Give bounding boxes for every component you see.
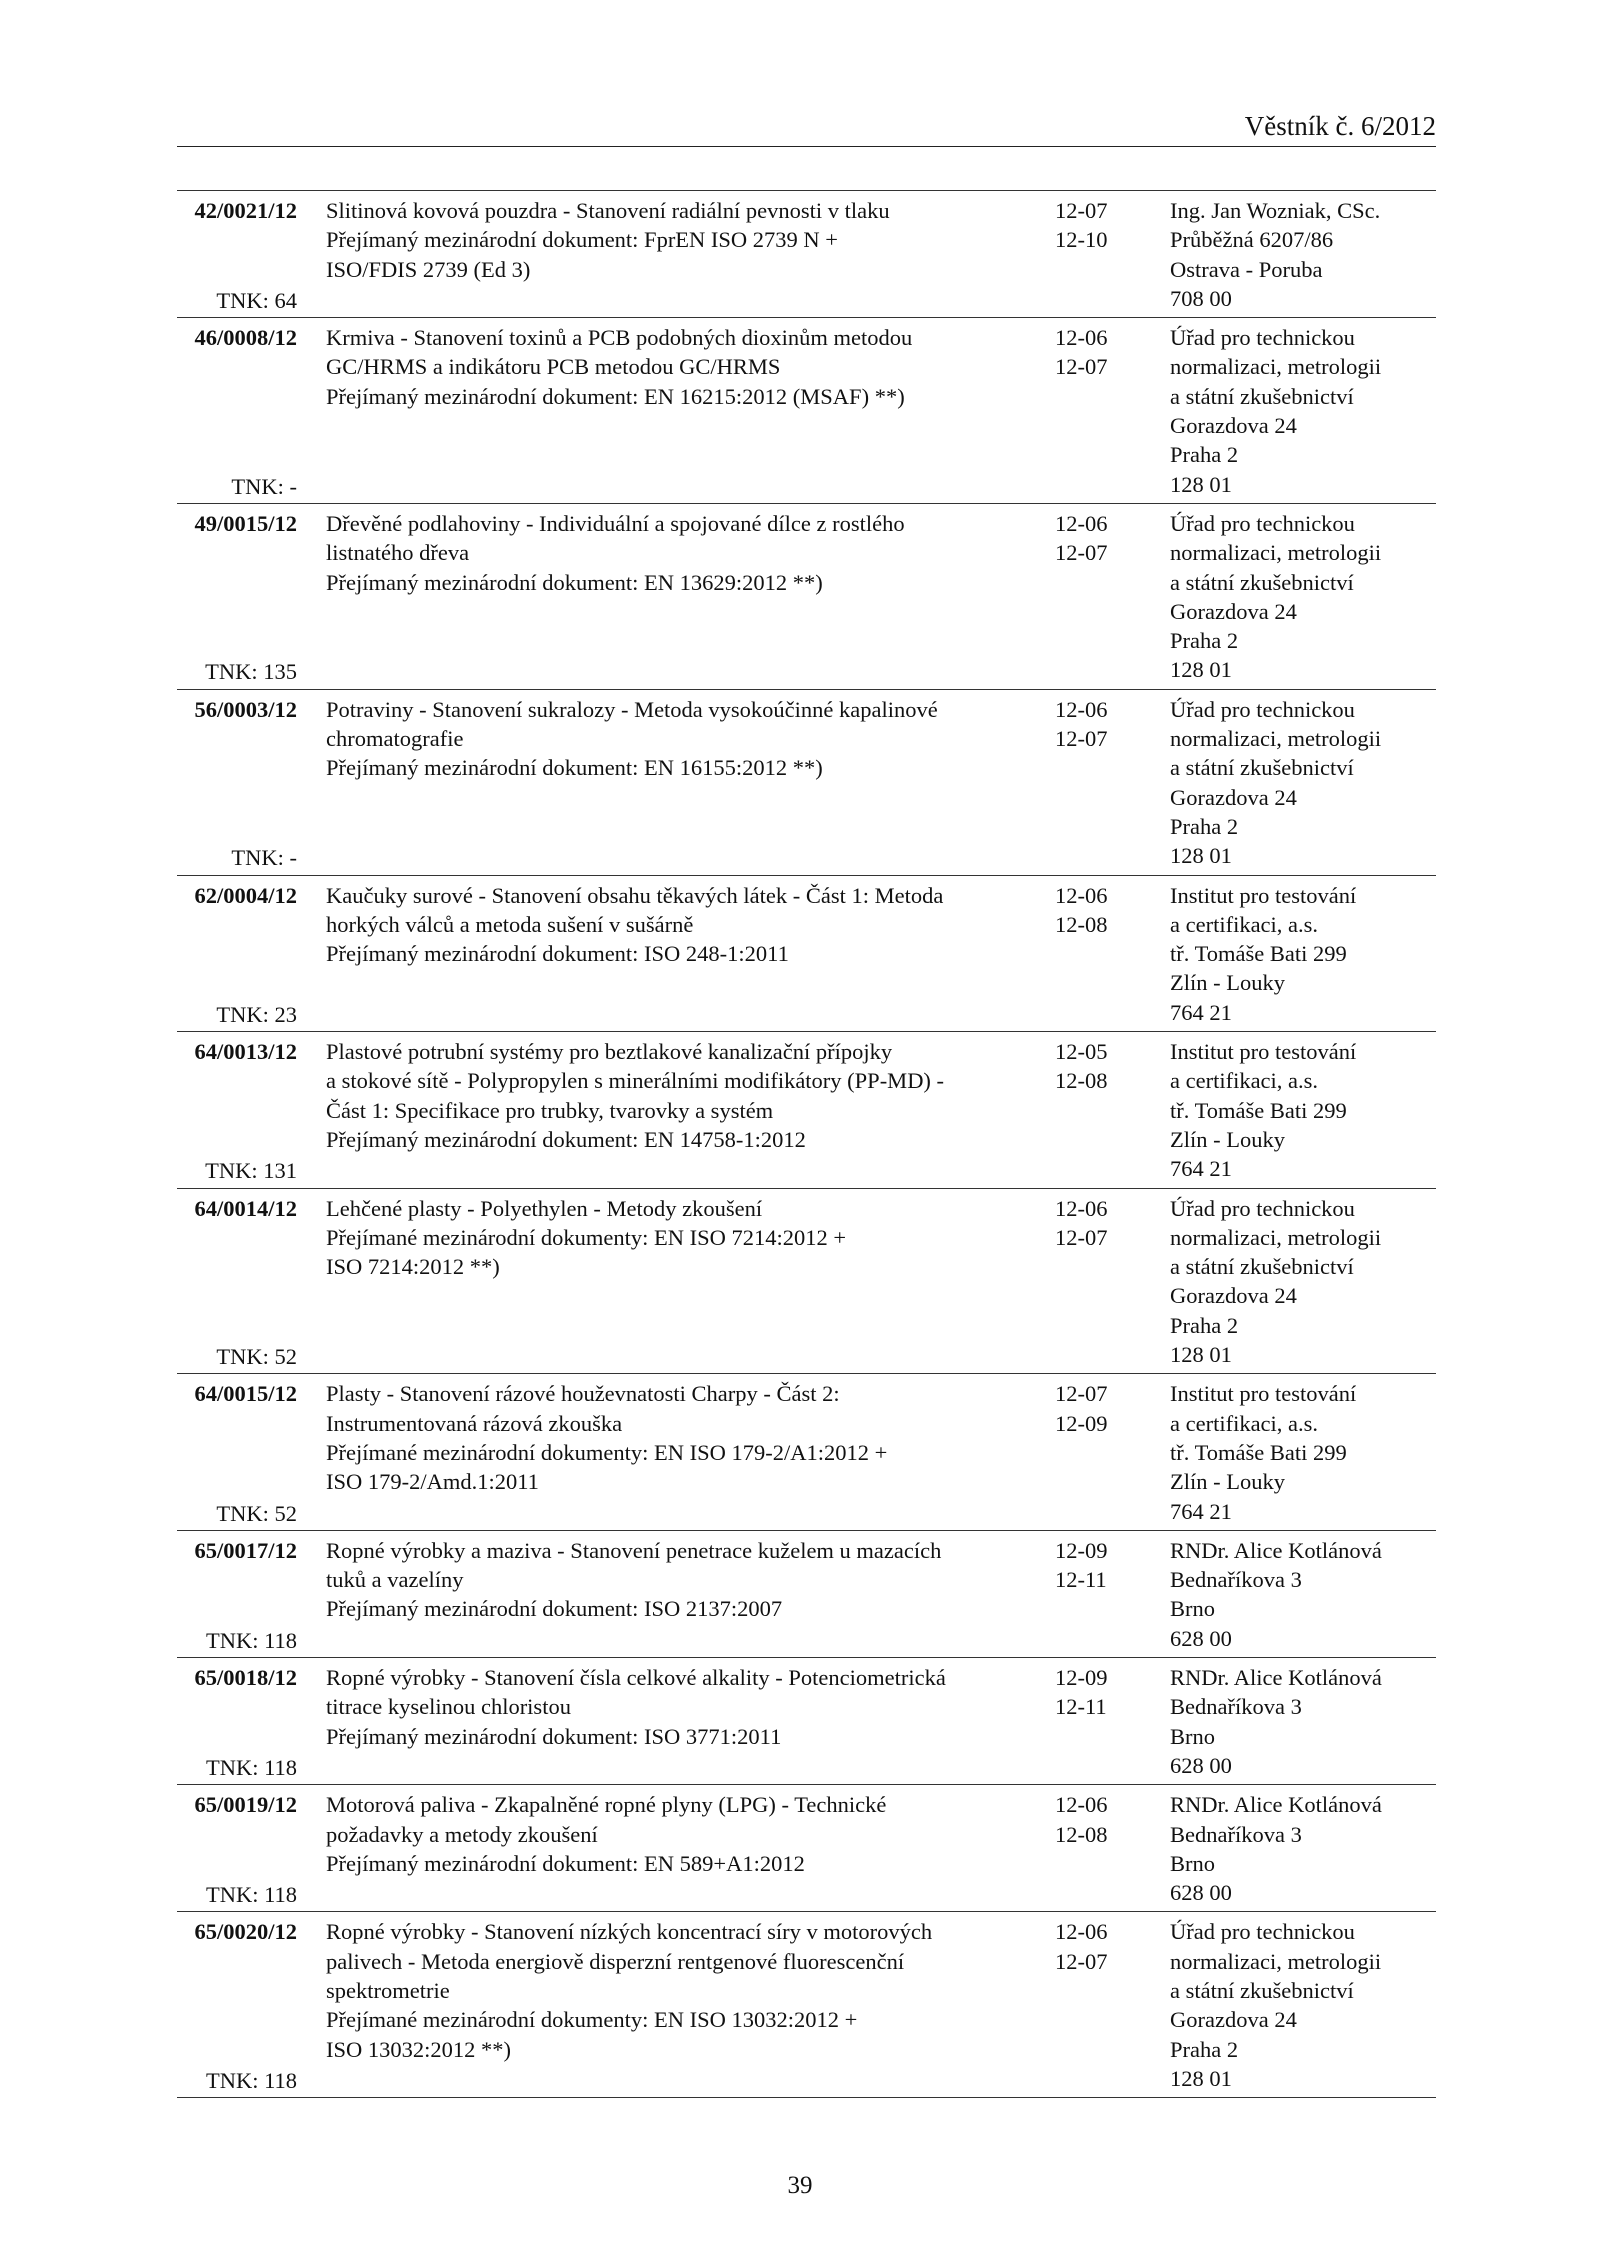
title-line: Přejímaný mezinárodní dokument: ISO 3771:2011 bbox=[326, 1723, 782, 1749]
task-code: 56/0003/12 bbox=[194, 696, 297, 722]
title-line: Přejímaný mezinárodní dokument: EN 13629:2012 **) bbox=[326, 569, 823, 595]
tnk-label: TNK: 135 bbox=[205, 659, 297, 685]
contact-cell bbox=[1170, 1790, 1440, 1907]
tnk-label: TNK: - bbox=[231, 473, 297, 499]
standards-table bbox=[177, 190, 1436, 2098]
dates-cell bbox=[1055, 1790, 1135, 1849]
task-code: 65/0019/12 bbox=[194, 1792, 297, 1818]
contact-line: tř. Tomáše Bati 299 bbox=[1170, 1439, 1347, 1465]
tnk-label: TNK: - bbox=[231, 845, 297, 871]
title-line: Část 1: Specifikace pro trubky, tvarovky a systém bbox=[326, 1097, 774, 1123]
contact-line: Ing. Jan Wozniak, CSc. bbox=[1170, 198, 1381, 223]
title-line: Přejímaný mezinárodní dokument: EN 16215:2012 (MSAF) **) bbox=[326, 383, 905, 409]
date-value: 12-06 bbox=[1055, 1919, 1108, 1945]
contact-line: Úřad pro technickou bbox=[1170, 696, 1355, 722]
row-id-cell bbox=[177, 1379, 297, 1530]
title-cell bbox=[326, 1790, 1026, 1878]
row-id-cell bbox=[177, 1790, 297, 1911]
date-value: 12-10 bbox=[1055, 227, 1108, 253]
contact-line: Úřad pro technickou bbox=[1170, 325, 1355, 351]
title-line: chromatografie bbox=[326, 726, 464, 752]
row-id-cell bbox=[177, 1917, 297, 2097]
contact-line: 128 01 bbox=[1170, 843, 1232, 869]
contact-line: 628 00 bbox=[1170, 1752, 1232, 1778]
title-cell bbox=[326, 695, 1026, 783]
contact-line: Zlín - Louky bbox=[1170, 1469, 1285, 1495]
title-line: Přejímaný mezinárodní dokument: EN 16155:2012 **) bbox=[326, 755, 823, 781]
task-code: 49/0015/12 bbox=[194, 510, 297, 536]
contact-line: Institut pro testování bbox=[1170, 1381, 1357, 1407]
title-line: Přejímaný mezinárodní dokument: ISO 2137:2007 bbox=[326, 1596, 783, 1622]
date-value: 12-07 bbox=[1055, 726, 1108, 752]
title-line: Kaučuky surové - Stanovení obsahu těkavých látek - Část 1: Metoda bbox=[326, 882, 944, 908]
date-value: 12-06 bbox=[1055, 1792, 1108, 1818]
date-value: 12-08 bbox=[1055, 1068, 1108, 1094]
contact-line: Bednaříkova 3 bbox=[1170, 1821, 1302, 1847]
row-id-cell bbox=[177, 1663, 297, 1784]
title-line: Přejímané mezinárodní dokumenty: EN ISO 179-2/A1:2012 + bbox=[326, 1439, 888, 1465]
contact-line: normalizaci, metrologii bbox=[1170, 1948, 1382, 1974]
date-value: 12-07 bbox=[1055, 198, 1108, 223]
table-row bbox=[177, 503, 1436, 689]
title-line: Instrumentovaná rázová zkouška bbox=[326, 1410, 623, 1436]
table-row bbox=[177, 1373, 1436, 1530]
tnk-label: TNK: 118 bbox=[205, 1754, 297, 1780]
dates-cell bbox=[1055, 1536, 1135, 1595]
dates-cell bbox=[1055, 196, 1135, 255]
title-cell bbox=[326, 1379, 1026, 1496]
table-row bbox=[177, 689, 1436, 875]
contact-line: Praha 2 bbox=[1170, 442, 1239, 468]
row-id-cell bbox=[177, 196, 297, 317]
contact-cell bbox=[1170, 1536, 1440, 1653]
contact-line: 128 01 bbox=[1170, 1342, 1232, 1368]
title-line: titrace kyselinou chloristou bbox=[326, 1694, 571, 1720]
contact-cell bbox=[1170, 1663, 1440, 1780]
contact-line: Praha 2 bbox=[1170, 813, 1239, 839]
title-line: Potraviny - Stanovení sukralozy - Metoda vysokoúčinné kapalinové bbox=[326, 696, 938, 722]
dates-cell bbox=[1055, 695, 1135, 754]
dates-cell bbox=[1055, 1917, 1135, 1976]
title-line: horkých válců a metoda sušení v sušárně bbox=[326, 911, 694, 937]
contact-line: 708 00 bbox=[1170, 285, 1232, 311]
contact-line: a certifikaci, a.s. bbox=[1170, 911, 1319, 937]
contact-line: Ostrava - Poruba bbox=[1170, 256, 1323, 282]
contact-line: Průběžná 6207/86 bbox=[1170, 227, 1334, 253]
title-line: ISO 179-2/Amd.1:2011 bbox=[326, 1469, 539, 1495]
contact-cell bbox=[1170, 1379, 1440, 1525]
dates-cell bbox=[1055, 323, 1135, 382]
table-row bbox=[177, 191, 1436, 317]
title-line: Dřevěné podlahoviny - Individuální a spojované dílce z rostlého bbox=[326, 510, 905, 536]
title-line: Ropné výrobky a maziva - Stanovení penetrace kuželem u mazacích bbox=[326, 1537, 942, 1563]
table-row bbox=[177, 317, 1436, 503]
dates-cell bbox=[1055, 509, 1135, 568]
date-value: 12-07 bbox=[1055, 1381, 1108, 1407]
contact-line: Zlín - Louky bbox=[1170, 970, 1285, 996]
table-row bbox=[177, 1657, 1436, 1784]
contact-line: normalizaci, metrologii bbox=[1170, 726, 1382, 752]
contact-cell bbox=[1170, 1037, 1440, 1183]
date-value: 12-11 bbox=[1055, 1694, 1107, 1720]
date-value: 12-07 bbox=[1055, 1948, 1108, 1974]
contact-line: a státní zkušebnictví bbox=[1170, 1978, 1354, 2004]
title-line: listnatého dřeva bbox=[326, 540, 470, 566]
contact-line: tř. Tomáše Bati 299 bbox=[1170, 941, 1347, 967]
page-number: 39 bbox=[787, 2172, 813, 2199]
title-line: ISO/FDIS 2739 (Ed 3) bbox=[326, 256, 531, 282]
date-value: 12-06 bbox=[1055, 1195, 1108, 1221]
date-value: 12-09 bbox=[1055, 1410, 1108, 1436]
contact-line: a certifikaci, a.s. bbox=[1170, 1410, 1319, 1436]
tnk-label: TNK: 131 bbox=[205, 1158, 297, 1184]
contact-line: Brno bbox=[1170, 1850, 1215, 1876]
table-row bbox=[177, 1031, 1436, 1188]
row-id-cell bbox=[177, 695, 297, 875]
contact-line: Brno bbox=[1170, 1596, 1215, 1622]
date-value: 12-06 bbox=[1055, 510, 1108, 536]
contact-line: Gorazdova 24 bbox=[1170, 2007, 1297, 2033]
contact-line: RNDr. Alice Kotlánová bbox=[1170, 1537, 1382, 1563]
contact-line: Praha 2 bbox=[1170, 2036, 1239, 2062]
contact-cell bbox=[1170, 695, 1440, 871]
tnk-label: TNK: 118 bbox=[205, 1882, 297, 1908]
contact-line: normalizaci, metrologii bbox=[1170, 540, 1382, 566]
contact-cell bbox=[1170, 323, 1440, 499]
title-cell bbox=[326, 1037, 1026, 1154]
tnk-label: TNK: 23 bbox=[216, 1001, 297, 1027]
contact-line: RNDr. Alice Kotlánová bbox=[1170, 1792, 1382, 1818]
contact-line: Gorazdova 24 bbox=[1170, 784, 1297, 810]
contact-line: a státní zkušebnictví bbox=[1170, 569, 1354, 595]
title-line: Přejímané mezinárodní dokumenty: EN ISO 7214:2012 + bbox=[326, 1224, 847, 1250]
table-row bbox=[177, 875, 1436, 1032]
date-value: 12-06 bbox=[1055, 882, 1108, 908]
title-cell bbox=[326, 881, 1026, 969]
contact-line: tř. Tomáše Bati 299 bbox=[1170, 1097, 1347, 1123]
contact-line: Institut pro testování bbox=[1170, 882, 1357, 908]
date-value: 12-07 bbox=[1055, 1224, 1108, 1250]
contact-cell bbox=[1170, 509, 1440, 685]
dates-cell bbox=[1055, 1194, 1135, 1253]
dates-cell bbox=[1055, 1379, 1135, 1438]
date-value: 12-09 bbox=[1055, 1537, 1108, 1563]
date-value: 12-07 bbox=[1055, 540, 1108, 566]
date-value: 12-08 bbox=[1055, 1821, 1108, 1847]
title-cell bbox=[326, 1917, 1026, 2063]
task-code: 65/0020/12 bbox=[194, 1919, 297, 1945]
contact-line: 128 01 bbox=[1170, 657, 1232, 683]
contact-line: Praha 2 bbox=[1170, 628, 1239, 654]
tnk-label: TNK: 64 bbox=[216, 287, 297, 313]
contact-cell bbox=[1170, 881, 1440, 1027]
tnk-label: TNK: 118 bbox=[205, 2067, 297, 2093]
header-rule bbox=[177, 146, 1436, 147]
title-line: Slitinová kovová pouzdra - Stanovení radiální pevnosti v tlaku bbox=[326, 198, 890, 223]
contact-line: Gorazdova 24 bbox=[1170, 413, 1297, 439]
task-code: 65/0017/12 bbox=[194, 1537, 297, 1563]
date-value: 12-06 bbox=[1055, 325, 1108, 351]
title-line: Ropné výrobky - Stanovení čísla celkové alkality - Potenciometrická bbox=[326, 1665, 946, 1691]
row-id-cell bbox=[177, 1194, 297, 1374]
title-line: ISO 13032:2012 **) bbox=[326, 2036, 511, 2062]
row-id-cell bbox=[177, 1037, 297, 1188]
tnk-label: TNK: 118 bbox=[205, 1627, 297, 1653]
contact-cell bbox=[1170, 196, 1440, 313]
contact-line: 628 00 bbox=[1170, 1880, 1232, 1906]
table-row bbox=[177, 1784, 1436, 1911]
contact-line: Úřad pro technickou bbox=[1170, 1195, 1355, 1221]
title-cell bbox=[326, 1194, 1026, 1282]
table-row bbox=[177, 1188, 1436, 1374]
dates-cell bbox=[1055, 881, 1135, 940]
title-line: Plasty - Stanovení rázové houževnatosti Charpy - Část 2: bbox=[326, 1381, 840, 1407]
date-value: 12-11 bbox=[1055, 1567, 1107, 1593]
contact-line: Úřad pro technickou bbox=[1170, 1919, 1355, 1945]
task-code: 64/0015/12 bbox=[194, 1381, 297, 1407]
row-id-cell bbox=[177, 323, 297, 503]
title-cell bbox=[326, 196, 1026, 284]
row-id-cell bbox=[177, 881, 297, 1032]
tnk-label: TNK: 52 bbox=[216, 1500, 297, 1526]
title-line: a stokové sítě - Polypropylen s minerálními modifikátory (PP-MD) - bbox=[326, 1068, 945, 1094]
contact-line: Zlín - Louky bbox=[1170, 1126, 1285, 1152]
contact-line: Gorazdova 24 bbox=[1170, 598, 1297, 624]
title-line: Plastové potrubní systémy pro beztlakové kanalizační přípojky bbox=[326, 1039, 893, 1065]
contact-line: 764 21 bbox=[1170, 1498, 1232, 1524]
title-line: Přejímaný mezinárodní dokument: EN 589+A1:2012 bbox=[326, 1850, 805, 1876]
contact-line: a certifikaci, a.s. bbox=[1170, 1068, 1319, 1094]
date-value: 12-07 bbox=[1055, 354, 1108, 380]
contact-line: Praha 2 bbox=[1170, 1312, 1239, 1338]
contact-line: normalizaci, metrologii bbox=[1170, 1224, 1382, 1250]
title-line: Motorová paliva - Zkapalněné ropné plyny (LPG) - Technické bbox=[326, 1792, 887, 1818]
task-code: 65/0018/12 bbox=[194, 1665, 297, 1691]
contact-line: Bednaříkova 3 bbox=[1170, 1694, 1302, 1720]
date-value: 12-09 bbox=[1055, 1665, 1108, 1691]
title-line: tuků a vazelíny bbox=[326, 1567, 464, 1593]
date-value: 12-08 bbox=[1055, 911, 1108, 937]
task-code: 46/0008/12 bbox=[194, 325, 297, 351]
contact-line: 764 21 bbox=[1170, 999, 1232, 1025]
title-line: Krmiva - Stanovení toxinů a PCB podobných dioxinům metodou bbox=[326, 325, 913, 351]
contact-line: a státní zkušebnictví bbox=[1170, 383, 1354, 409]
contact-line: 628 00 bbox=[1170, 1625, 1232, 1651]
task-code: 64/0013/12 bbox=[194, 1039, 297, 1065]
date-value: 12-05 bbox=[1055, 1039, 1108, 1065]
contact-cell bbox=[1170, 1917, 1440, 2093]
title-line: Přejímaný mezinárodní dokument: FprEN ISO 2739 N + bbox=[326, 227, 838, 253]
contact-line: 128 01 bbox=[1170, 2065, 1232, 2091]
date-value: 12-06 bbox=[1055, 696, 1108, 722]
title-line: Přejímaný mezinárodní dokument: ISO 248-1:2011 bbox=[326, 941, 789, 967]
title-cell bbox=[326, 323, 1026, 411]
title-cell bbox=[326, 1536, 1026, 1624]
title-line: Přejímané mezinárodní dokumenty: EN ISO 13032:2012 + bbox=[326, 2007, 858, 2033]
page-header-title: Věstník č. 6/2012 bbox=[1244, 111, 1436, 141]
task-code: 64/0014/12 bbox=[194, 1195, 297, 1221]
title-line: Lehčené plasty - Polyethylen - Metody zkoušení bbox=[326, 1195, 763, 1221]
title-line: ISO 7214:2012 **) bbox=[326, 1254, 500, 1280]
contact-line: Institut pro testování bbox=[1170, 1039, 1357, 1065]
title-cell bbox=[326, 509, 1026, 597]
title-line: požadavky a metody zkoušení bbox=[326, 1821, 598, 1847]
title-line: spektrometrie bbox=[326, 1978, 450, 2004]
task-code: 42/0021/12 bbox=[194, 198, 297, 223]
task-code: 62/0004/12 bbox=[194, 882, 297, 908]
contact-line: Brno bbox=[1170, 1723, 1215, 1749]
title-line: palivech - Metoda energiově disperzní rentgenové fluorescenční bbox=[326, 1948, 905, 1974]
dates-cell bbox=[1055, 1037, 1135, 1096]
title-line: Přejímaný mezinárodní dokument: EN 14758-1:2012 bbox=[326, 1126, 806, 1152]
contact-line: a státní zkušebnictví bbox=[1170, 755, 1354, 781]
table-row bbox=[177, 1530, 1436, 1657]
contact-line: RNDr. Alice Kotlánová bbox=[1170, 1665, 1382, 1691]
tnk-label: TNK: 52 bbox=[216, 1344, 297, 1370]
title-line: Ropné výrobky - Stanovení nízkých koncentrací síry v motorových bbox=[326, 1919, 933, 1945]
contact-line: 764 21 bbox=[1170, 1156, 1232, 1182]
contact-line: Bednaříkova 3 bbox=[1170, 1567, 1302, 1593]
title-line: GC/HRMS a indikátoru PCB metodou GC/HRMS bbox=[326, 354, 781, 380]
dates-cell bbox=[1055, 1663, 1135, 1722]
row-id-cell bbox=[177, 509, 297, 689]
contact-cell bbox=[1170, 1194, 1440, 1370]
contact-line: Úřad pro technickou bbox=[1170, 510, 1355, 536]
contact-line: normalizaci, metrologii bbox=[1170, 354, 1382, 380]
table-row bbox=[177, 1911, 1436, 2097]
contact-line: 128 01 bbox=[1170, 471, 1232, 497]
contact-line: a státní zkušebnictví bbox=[1170, 1254, 1354, 1280]
contact-line: Gorazdova 24 bbox=[1170, 1283, 1297, 1309]
row-id-cell bbox=[177, 1536, 297, 1657]
title-cell bbox=[326, 1663, 1026, 1751]
